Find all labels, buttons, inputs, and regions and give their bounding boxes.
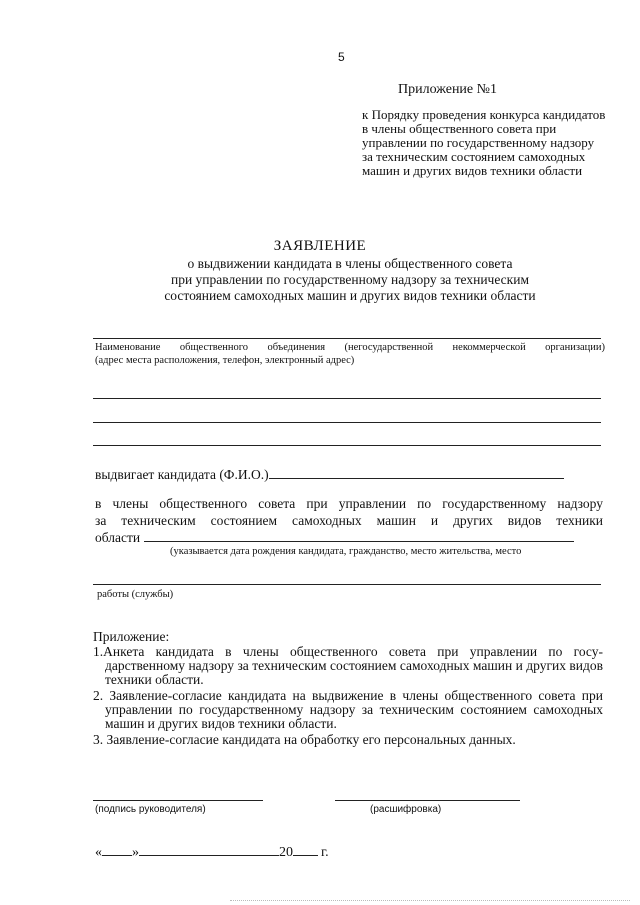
attachment-item-3: 3. Заявление-согласие кандидата на обработку его персональных данных. bbox=[93, 732, 516, 747]
organization-extra-line-2[interactable] bbox=[93, 422, 601, 423]
candidate-info-caption: (указывается дата рождения кандидата, гражданство, место жительства, место bbox=[170, 546, 522, 557]
date-year-suffix: г. bbox=[321, 845, 329, 860]
head-signature-caption: (подпись руководителя) bbox=[95, 804, 206, 815]
date-year-prefix: 20 bbox=[279, 845, 293, 860]
attachments-block bbox=[93, 630, 603, 749]
head-signature-line[interactable] bbox=[93, 800, 263, 801]
statement-subtitle-line3: состоянием самоходных машин и других видов техники области bbox=[164, 288, 536, 303]
appendix-title: Приложение №1 bbox=[398, 82, 497, 97]
nominates-label: выдвигает кандидата (Ф.И.О.) bbox=[95, 467, 269, 482]
decoding-line[interactable] bbox=[335, 800, 520, 801]
organization-field-line[interactable] bbox=[93, 338, 601, 339]
attachment-item-2: 2. Заявление-согласие кандидата на выдвижение в члены общественного совета при управлении по государственному надзору за техническим состоянием самоходных машин и других видов техники области. bbox=[93, 688, 603, 731]
scan-artifact-line bbox=[230, 900, 630, 901]
date-close-quote: » bbox=[132, 845, 139, 860]
date-month-field[interactable] bbox=[139, 843, 279, 856]
candidate-body-line1: в члены общественного совета при управлении по государственному надзору bbox=[95, 496, 603, 511]
date-year-field[interactable] bbox=[293, 843, 318, 856]
date-open-quote: « bbox=[95, 845, 102, 860]
statement-subtitle-line2: при управлении по государственному надзору за техническим bbox=[170, 272, 529, 287]
work-caption: работы (службы) bbox=[97, 589, 174, 600]
candidate-work-line[interactable] bbox=[93, 584, 601, 585]
page-number: 5 bbox=[338, 50, 345, 64]
statement-subtitle-line1: о выдвижении кандидата в члены общественного совета bbox=[187, 256, 513, 271]
candidate-name-field[interactable] bbox=[269, 466, 564, 479]
organization-extra-line-3[interactable] bbox=[93, 445, 601, 446]
candidate-name-row bbox=[95, 466, 564, 484]
statement-subtitle bbox=[90, 256, 610, 304]
candidate-body-line2: за техническим состоянием самоходных машин и других видов техники bbox=[95, 513, 603, 528]
attachments-heading: Приложение: bbox=[93, 629, 170, 644]
organization-extra-line-1[interactable] bbox=[93, 398, 601, 399]
region-label: области bbox=[95, 530, 141, 545]
decoding-caption: (расшифровка) bbox=[370, 804, 442, 815]
candidate-body-line3 bbox=[95, 529, 574, 547]
organization-caption: Наименование общественного объединения (негосударственной некоммерческой организации) bbox=[95, 342, 605, 353]
appendix-description: к Порядку проведения конкурса кандидатов в члены общественного совета при управлении по государственному надзору за техническим состоянием самоходных машин и других видов техники области bbox=[362, 107, 606, 178]
date-day-field[interactable] bbox=[102, 843, 132, 856]
statement-title: ЗАЯВЛЕНИЕ bbox=[273, 238, 367, 254]
attachment-item-1: 1.Анкета кандидата в члены общественного совета при управлении по госу-дарственному надзору за техническим состоянием самоходных машин и других видов техники области. bbox=[93, 644, 603, 687]
date-row bbox=[95, 843, 329, 861]
organization-address-caption: (адрес места расположения, телефон, электронный адрес) bbox=[95, 355, 355, 366]
candidate-info-field[interactable] bbox=[144, 529, 574, 542]
